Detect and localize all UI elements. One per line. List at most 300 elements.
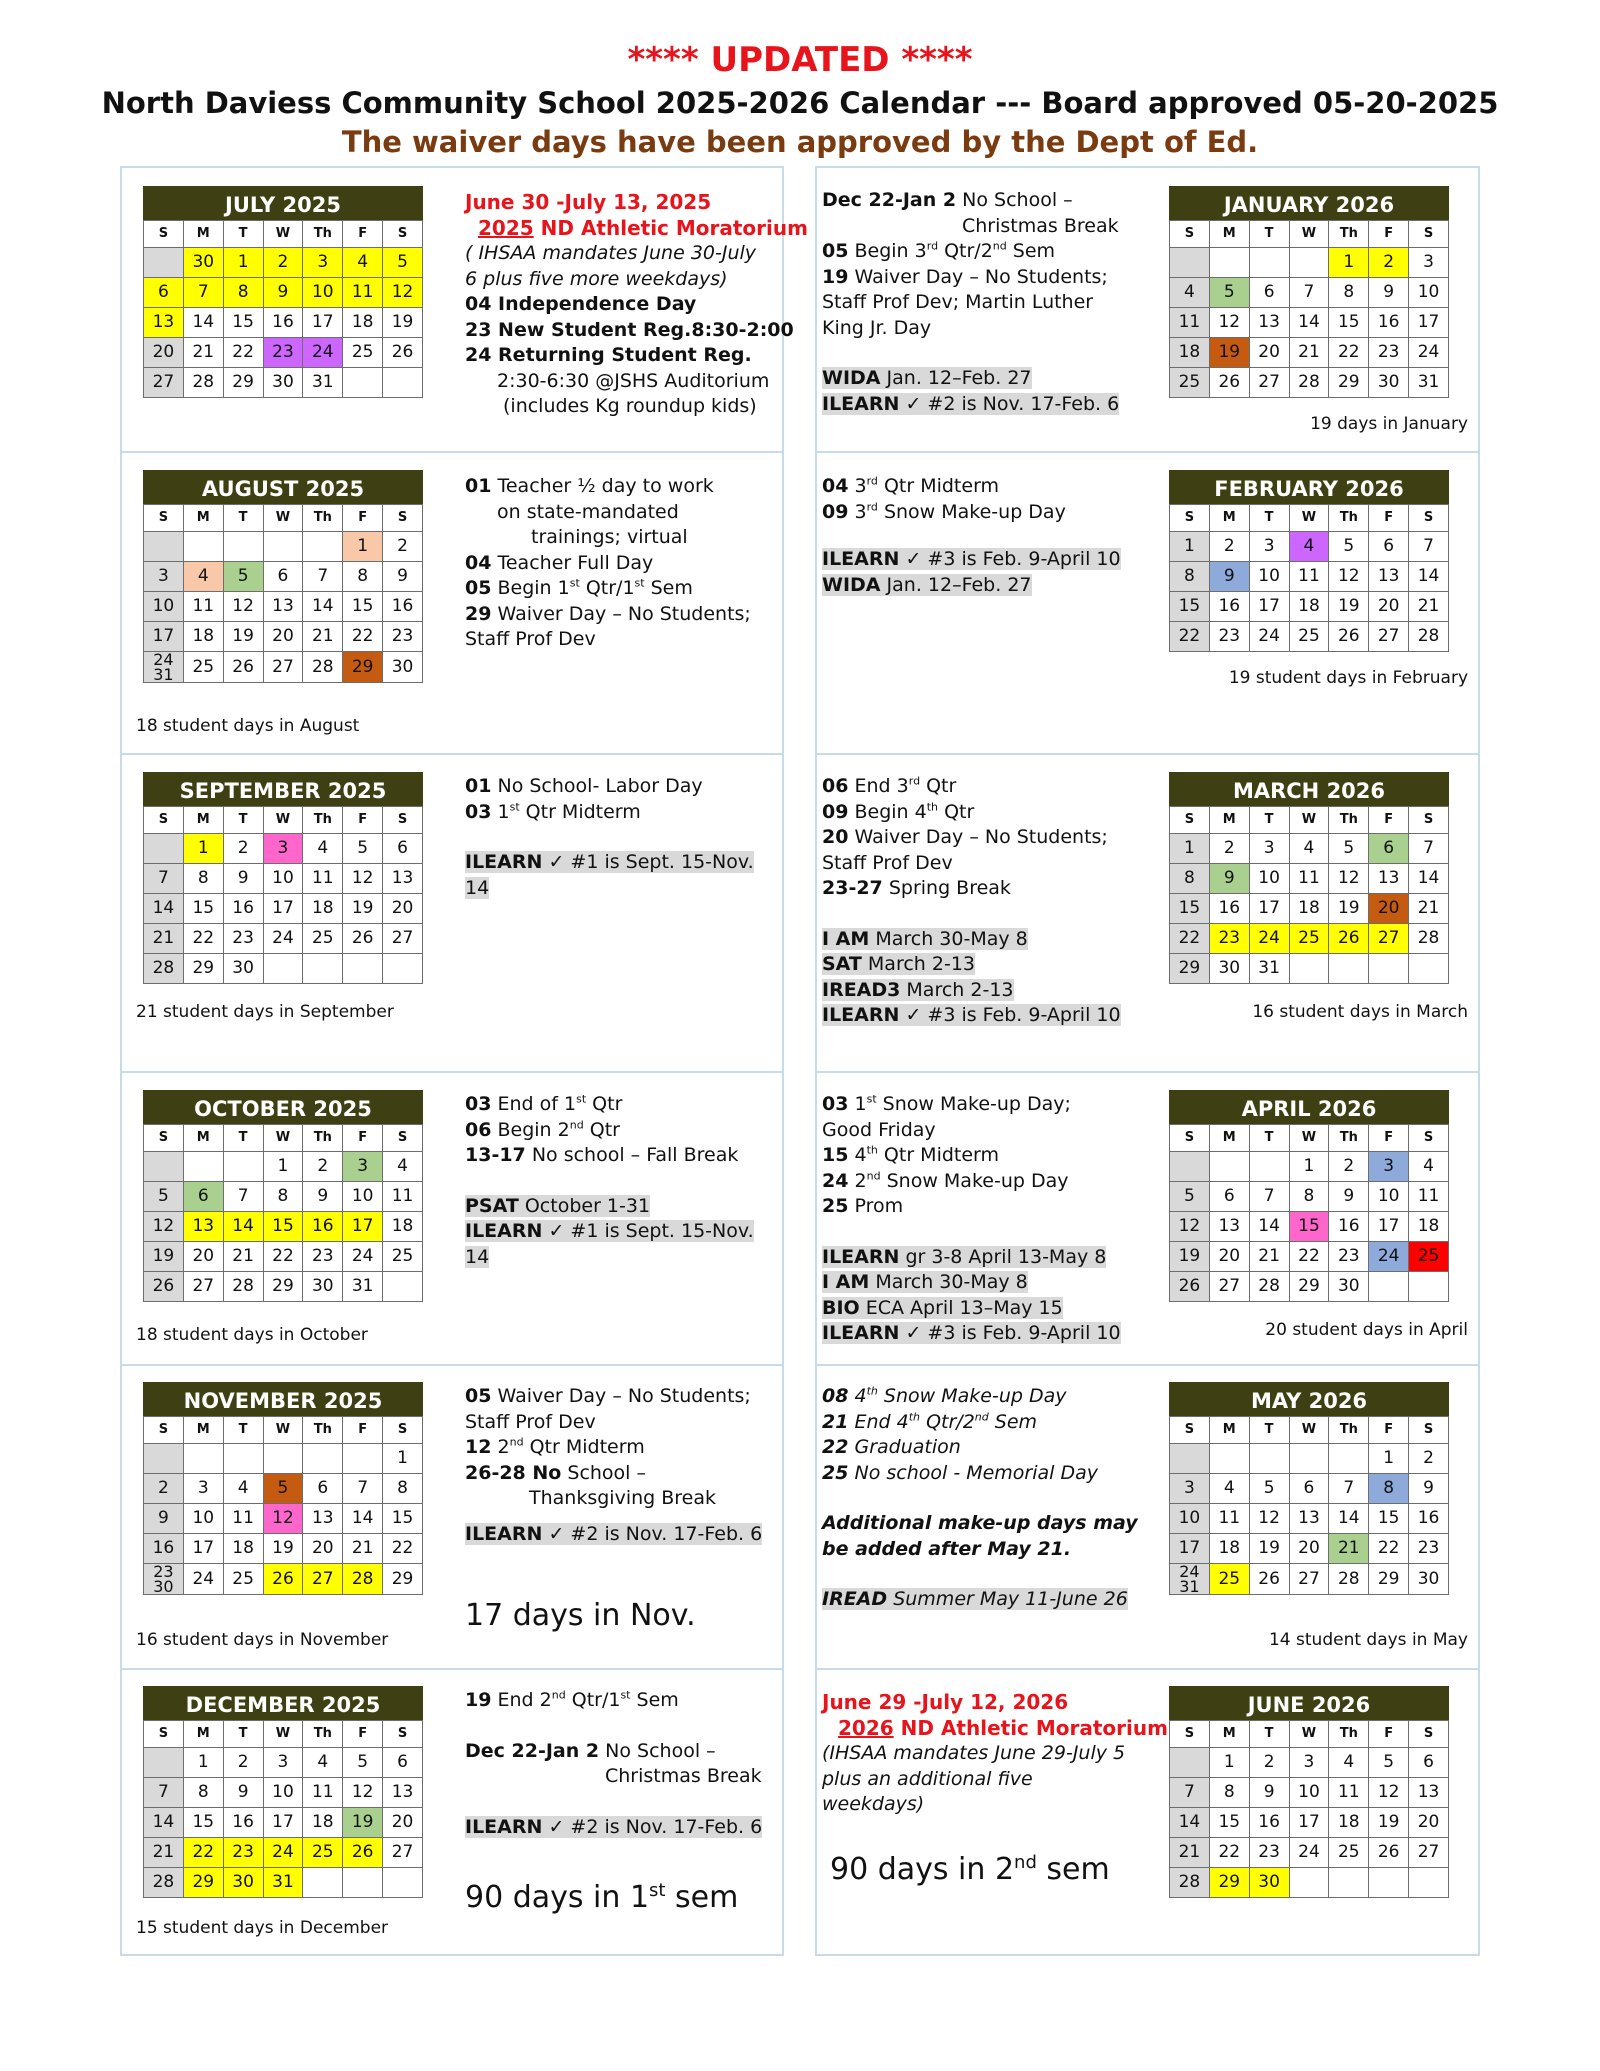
day-cell: 25 — [1409, 1242, 1449, 1272]
day-cell: 28 — [183, 368, 223, 398]
day-cell — [1369, 1868, 1409, 1898]
day-cell — [343, 954, 383, 984]
weekday-header: Th — [1329, 1125, 1369, 1152]
may-note-memorial: No school - Memorial Day — [848, 1461, 1099, 1484]
day-cell: 6 — [303, 1474, 343, 1504]
day-cell: 6 — [383, 834, 423, 864]
day-cell: 12 — [1369, 1778, 1409, 1808]
day-cell — [343, 368, 383, 398]
weekday-header: Th — [1329, 221, 1369, 248]
day-cell: 23 — [223, 1838, 263, 1868]
mar-note-09c: Qtr — [938, 800, 975, 823]
day-cell: 27 — [1369, 622, 1409, 652]
weekday-header: M — [183, 505, 223, 532]
weekday-header: M — [1209, 1417, 1249, 1444]
day-cell: 29 — [343, 652, 383, 683]
nov-date-05: 05 — [465, 1385, 492, 1407]
weekday-header: M — [1209, 1125, 1249, 1152]
may-date-25: 25 — [822, 1461, 849, 1484]
day-cell: 5 — [223, 562, 263, 592]
apr-ilearn-text: gr 3-8 April 13-May 8 — [899, 1245, 1107, 1268]
weekday-header: S — [144, 1721, 184, 1748]
mar-ilearn-text: ✓ #3 is Feb. 9-April 10 — [899, 1004, 1121, 1026]
day-cell: 30 — [263, 368, 303, 398]
day-cell: 1 — [223, 248, 263, 278]
day-cell: 14 — [1289, 308, 1329, 338]
day-cell: 15 — [1170, 894, 1210, 924]
jan-note-19: Waiver Day – No Students; — [848, 265, 1108, 288]
day-cell — [144, 1748, 184, 1778]
weekday-header: Th — [1329, 1721, 1369, 1748]
jan-note-19c: King Jr. Day — [822, 316, 932, 339]
day-cell: 13 — [383, 864, 423, 894]
new-student-reg: 23 New Student Reg.8:30-2:00 — [465, 318, 794, 341]
day-cell: 3 — [1249, 532, 1289, 562]
weekday-header: S — [1409, 807, 1449, 834]
day-cell: 7 — [144, 864, 184, 894]
weekday-header: W — [1289, 1721, 1329, 1748]
mar-note-09a: Begin 4 — [848, 800, 927, 823]
day-cell: 22 — [1329, 338, 1369, 368]
day-cell: 18 — [183, 622, 223, 652]
day-cell — [383, 368, 423, 398]
month-title: APRIL 2026 — [1169, 1090, 1449, 1124]
mar-note-20b: Staff Prof Dev — [822, 851, 953, 874]
day-cell: 2 — [1369, 248, 1409, 278]
day-cell: 21 — [144, 924, 184, 954]
day-cell — [1170, 1444, 1210, 1474]
day-cell: 6 — [1249, 278, 1289, 308]
day-cell: 31 — [303, 368, 343, 398]
may-iread-text: Summer May 11-June 26 — [887, 1588, 1128, 1610]
day-cell: 19 — [343, 1808, 383, 1838]
ihsaa-2026-line1: (IHSAA mandates June 29-July 5 — [822, 1742, 1126, 1764]
day-cell: 15 — [183, 1808, 223, 1838]
day-cell: 2 — [1409, 1444, 1449, 1474]
mar-sat-label: SAT — [822, 953, 862, 975]
calendar-january — [1169, 186, 1449, 398]
day-cell — [1289, 1868, 1329, 1898]
day-cell — [303, 1444, 343, 1474]
feb-ilearn-text: ✓ #3 is Feb. 9-April 10 — [899, 548, 1121, 570]
day-cell: 8 — [1170, 864, 1210, 894]
day-cell: 6 — [1369, 834, 1409, 864]
oct-note-03a: End of 1 — [491, 1093, 577, 1115]
day-cell: 23 — [1249, 1838, 1289, 1868]
day-cell: 17 — [1249, 592, 1289, 622]
aug-date-29: 29 — [465, 602, 492, 625]
day-cell: 3 — [1369, 1152, 1409, 1182]
month-title: DECEMBER 2025 — [143, 1686, 423, 1720]
dec-note-19b: nd — [551, 1688, 566, 1702]
day-cell: 30 — [223, 1868, 263, 1898]
mar-note-09b: th — [926, 800, 939, 814]
may-note-graduation: Graduation — [848, 1436, 961, 1458]
day-cell: 10 — [1369, 1182, 1409, 1212]
day-cell: 20 — [144, 338, 184, 368]
day-cell: 23 — [1209, 924, 1249, 954]
aug-note-05c: Qtr/1 — [579, 577, 635, 599]
december-count: 15 student days in December — [136, 1918, 389, 1938]
weekday-header: W — [263, 505, 303, 532]
day-cell: 22 — [1369, 1534, 1409, 1564]
weekday-header: Th — [303, 1417, 343, 1444]
day-cell: 29 — [183, 1868, 223, 1898]
mar-date-20: 20 — [822, 826, 849, 848]
second-sem-total — [830, 1852, 1110, 1887]
weekday-header: S — [144, 1125, 184, 1152]
apr-iam-text: March 30-May 8 — [869, 1271, 1028, 1293]
day-cell: 9 — [1329, 1182, 1369, 1212]
day-cell: 20 — [303, 1534, 343, 1564]
weekday-header: W — [1289, 505, 1329, 532]
mar-date-09: 09 — [822, 800, 849, 823]
weekday-header: M — [183, 1417, 223, 1444]
mar-iread-text: March 2-13 — [900, 978, 1014, 1001]
day-cell: 3 — [303, 248, 343, 278]
may-note-21a: End 4 — [848, 1410, 909, 1433]
day-cell: 19 — [1209, 338, 1249, 368]
page-title: North Daviess Community School 2025-2026 Calendar --- Board approved 05-20-2025 — [101, 86, 1499, 120]
day-cell: 4 — [1289, 834, 1329, 864]
june-notes — [822, 1690, 1168, 1818]
oct-date-06: 06 — [465, 1118, 492, 1141]
day-cell — [1249, 1444, 1289, 1474]
october-count: 18 student days in October — [136, 1325, 368, 1345]
day-cell: 10 — [1289, 1778, 1329, 1808]
jan-note-05e: nd — [992, 239, 1007, 253]
january-notes — [822, 188, 1119, 417]
day-cell — [303, 532, 343, 562]
calendar-june — [1169, 1686, 1449, 1898]
day-cell: 27 — [183, 1272, 223, 1302]
day-cell: 23 — [1409, 1534, 1449, 1564]
day-cell: 4 — [183, 562, 223, 592]
day-cell: 24 — [183, 1564, 223, 1595]
day-cell: 3 — [183, 1474, 223, 1504]
dec-note-19e: st — [620, 1688, 631, 1702]
day-cell: 13 — [183, 1212, 223, 1242]
day-cell: 16 — [1249, 1808, 1289, 1838]
day-cell: 24 — [1409, 338, 1449, 368]
may-note-08c: Snow Make-up Day — [877, 1385, 1067, 1407]
day-cell: 20 — [1289, 1534, 1329, 1564]
day-cell: 22 — [1170, 924, 1210, 954]
nov-note-thanksgiving: Thanksgiving Break — [529, 1487, 717, 1509]
day-cell: 8 — [343, 562, 383, 592]
dec-note-christmas: Christmas Break — [605, 1765, 762, 1787]
day-cell: 8 — [1369, 1474, 1409, 1504]
day-cell: 14 — [343, 1504, 383, 1534]
day-cell: 17 — [263, 1808, 303, 1838]
day-cell: 20 — [1249, 338, 1289, 368]
calendar-may — [1169, 1382, 1449, 1595]
july-notes — [465, 190, 808, 420]
apr-date-25: 25 — [822, 1195, 849, 1217]
month-grid — [1169, 504, 1449, 652]
day-cell: 11 — [1409, 1182, 1449, 1212]
day-cell: 2 — [1329, 1152, 1369, 1182]
day-cell: 3 — [1409, 248, 1449, 278]
feb-note-09a: 3 — [848, 500, 867, 523]
day-cell: 26 — [1170, 1272, 1210, 1302]
aug-date-01: 01 — [465, 475, 492, 497]
month-grid — [1169, 806, 1449, 984]
day-cell — [183, 532, 223, 562]
day-cell: 18 — [303, 1808, 343, 1838]
sep-ilearn-label: ILEARN — [465, 851, 543, 873]
day-cell: 28 — [303, 652, 343, 683]
day-cell — [1249, 248, 1289, 278]
calendar-april — [1169, 1090, 1449, 1302]
day-cell: 26 — [1369, 1838, 1409, 1868]
day-cell: 7 — [303, 562, 343, 592]
day-cell: 3 — [1289, 1748, 1329, 1778]
day-cell: 11 — [303, 1778, 343, 1808]
day-cell: 26 — [223, 652, 263, 683]
day-cell — [223, 532, 263, 562]
day-cell: 12 — [1249, 1504, 1289, 1534]
day-cell: 19 — [1249, 1534, 1289, 1564]
day-cell: 26 — [383, 338, 423, 368]
day-cell: 24 — [303, 338, 343, 368]
weekday-header: Th — [1329, 807, 1369, 834]
day-cell: 30 — [1329, 1272, 1369, 1302]
day-cell: 6 — [1289, 1474, 1329, 1504]
day-cell: 24 — [343, 1242, 383, 1272]
day-cell — [1170, 248, 1210, 278]
day-cell — [383, 1272, 423, 1302]
oct-ilearn-text2: 14 — [465, 1245, 490, 1268]
day-cell: 20 — [383, 1808, 423, 1838]
day-cell — [343, 1444, 383, 1474]
mar-note-06a: End 3 — [848, 775, 909, 797]
day-cell: 30 — [383, 652, 423, 683]
day-cell: 26 — [1249, 1564, 1289, 1595]
day-cell: 23 — [303, 1242, 343, 1272]
day-cell: 28 — [1170, 1868, 1210, 1898]
day-cell: 16 — [263, 308, 303, 338]
month-grid — [143, 220, 423, 398]
day-cell: 16 — [1329, 1212, 1369, 1242]
apr-ilearn2-label: ILEARN — [822, 1322, 900, 1344]
february-count: 19 student days in February — [1228, 668, 1468, 688]
february-notes — [822, 474, 1121, 598]
day-cell: 11 — [1289, 562, 1329, 592]
day-cell: 18 — [1209, 1534, 1249, 1564]
day-cell: 30 — [1209, 954, 1249, 984]
day-cell: 13 — [303, 1504, 343, 1534]
day-cell: 25 — [1209, 1564, 1249, 1595]
jan-ilearn-text: ✓ #2 is Nov. 17-Feb. 6 — [899, 392, 1120, 415]
day-cell: 18 — [1289, 592, 1329, 622]
day-cell: 27 — [1409, 1838, 1449, 1868]
day-cell: 5 — [1329, 834, 1369, 864]
day-cell: 10 — [303, 278, 343, 308]
may-makeup-note2: be added after May 21. — [822, 1537, 1072, 1560]
weekday-header: S — [383, 1417, 423, 1444]
day-cell: 9 — [303, 1182, 343, 1212]
feb-ilearn-label: ILEARN — [822, 548, 900, 570]
day-cell: 28 — [1409, 924, 1449, 954]
apr-note-15c: Qtr Midterm — [877, 1144, 1000, 1166]
day-cell: 11 — [1170, 308, 1210, 338]
day-cell: 9 — [383, 562, 423, 592]
day-cell: 10 — [183, 1504, 223, 1534]
day-cell: 27 — [1369, 924, 1409, 954]
may-date-22: 22 — [822, 1436, 849, 1458]
month-grid — [143, 504, 423, 683]
jan-wida-text: Jan. 12–Feb. 27 — [880, 367, 1032, 389]
day-cell: 30 — [223, 954, 263, 984]
day-cell: 6 — [183, 1182, 223, 1212]
nov-ilearn-text: ✓ #2 is Nov. 17-Feb. 6 — [542, 1522, 763, 1545]
day-cell: 6 — [383, 1748, 423, 1778]
day-cell — [1170, 1152, 1210, 1182]
day-cell: 7 — [223, 1182, 263, 1212]
day-cell: 14 — [1409, 562, 1449, 592]
psat-text: October 1-31 — [518, 1194, 651, 1217]
may-iread-label: IREAD — [822, 1588, 888, 1610]
day-cell: 7 — [1170, 1778, 1210, 1808]
day-cell: 4 — [303, 834, 343, 864]
day-cell: 26 — [343, 1838, 383, 1868]
day-cell: 19 — [263, 1534, 303, 1564]
day-cell: 14 — [303, 592, 343, 622]
day-cell: 12 — [263, 1504, 303, 1534]
day-cell — [183, 1444, 223, 1474]
mar-note-06b: rd — [908, 774, 921, 788]
feb-date-04: 04 — [822, 475, 849, 497]
day-cell: 2 — [383, 532, 423, 562]
day-cell: 12 — [343, 864, 383, 894]
feb-note-04a: 3 — [848, 475, 867, 497]
day-cell — [1409, 1868, 1449, 1898]
day-cell: 22 — [223, 338, 263, 368]
weekday-header: M — [183, 1721, 223, 1748]
weekday-header: M — [1209, 505, 1249, 532]
day-cell: 21 — [1249, 1242, 1289, 1272]
day-cell: 6 — [1209, 1182, 1249, 1212]
day-cell: 18 — [223, 1534, 263, 1564]
apr-note-03b: st — [866, 1092, 877, 1106]
day-cell: 30 — [1249, 1868, 1289, 1898]
december-notes — [465, 1688, 762, 1840]
calendar-december — [143, 1686, 423, 1898]
day-cell: 4 — [1409, 1152, 1449, 1182]
sep-note-03a: 1 — [491, 800, 510, 823]
day-cell: 18 — [1170, 338, 1210, 368]
weekday-header: W — [263, 807, 303, 834]
weekday-header: T — [223, 505, 263, 532]
sep-date-01: 01 — [465, 775, 492, 797]
month-title: FEBRUARY 2026 — [1169, 470, 1449, 504]
day-cell: 6 — [1409, 1748, 1449, 1778]
jan-ilearn-label: ILEARN — [822, 392, 900, 415]
day-cell: 16 — [1209, 894, 1249, 924]
aug-date-05: 05 — [465, 577, 492, 599]
apr-note-good-friday: Good Friday — [822, 1118, 936, 1141]
day-cell: 22 — [1209, 1838, 1249, 1868]
day-cell: 6 — [1369, 532, 1409, 562]
oct-ilearn-text: ✓ #1 is Sept. 15-Nov. — [542, 1220, 754, 1242]
day-cell: 27 — [1289, 1564, 1329, 1595]
day-cell: 25 — [1170, 368, 1210, 398]
weekday-header: S — [1170, 1125, 1210, 1152]
day-cell: 15 — [383, 1504, 423, 1534]
day-cell: 21 — [144, 1838, 184, 1868]
april-notes — [822, 1092, 1121, 1347]
day-cell: 17 — [343, 1212, 383, 1242]
day-cell: 21 — [1329, 1534, 1369, 1564]
aug-date-04: 04 — [465, 551, 492, 574]
weekday-header: F — [343, 1417, 383, 1444]
apr-bio-text: ECA April 13–May 15 — [859, 1296, 1063, 1319]
weekday-header: S — [383, 1721, 423, 1748]
day-cell: 25 — [303, 924, 343, 954]
moratorium-2025-year: 2025 — [478, 215, 534, 240]
day-cell: 9 — [1209, 864, 1249, 894]
jan-note-05f: Sem — [1006, 240, 1056, 262]
weekday-header: T — [223, 1417, 263, 1444]
apr-date-03: 03 — [822, 1093, 849, 1115]
day-cell: 22 — [1170, 622, 1210, 652]
day-cell: 7 — [1329, 1474, 1369, 1504]
day-cell: 7 — [144, 1778, 184, 1808]
nov-days-total: 17 days in Nov. — [465, 1598, 696, 1633]
day-cell: 20 — [1369, 592, 1409, 622]
weekday-header: S — [1170, 1721, 1210, 1748]
day-cell: 28 — [1329, 1564, 1369, 1595]
month-title: AUGUST 2025 — [143, 470, 423, 504]
day-cell: 31 — [1409, 368, 1449, 398]
weekday-header: S — [1170, 807, 1210, 834]
mar-date-06: 06 — [822, 775, 849, 797]
month-title: JUNE 2026 — [1169, 1686, 1449, 1720]
apr-note-24c: Snow Make-up Day — [880, 1169, 1069, 1192]
day-cell: 18 — [1289, 894, 1329, 924]
day-cell — [1409, 1272, 1449, 1302]
first-sem-a: 90 days in 1 — [465, 1880, 650, 1915]
day-cell: 16 — [1209, 592, 1249, 622]
september-notes — [465, 774, 754, 901]
moratorium-2025-label: ND Athletic Moratorium — [533, 215, 808, 240]
day-cell — [144, 834, 184, 864]
day-cell: 11 — [383, 1182, 423, 1212]
day-cell: 2 — [223, 834, 263, 864]
sep-ilearn-text: ✓ #1 is Sept. 15-Nov. — [542, 851, 754, 873]
day-cell: 7 — [1409, 532, 1449, 562]
day-cell: 6 — [144, 278, 184, 308]
day-cell: 30 — [183, 248, 223, 278]
day-cell: 21 — [183, 338, 223, 368]
april-count: 20 student days in April — [1265, 1320, 1468, 1340]
day-cell: 19 — [383, 308, 423, 338]
day-cell: 6 — [263, 562, 303, 592]
day-cell — [1409, 954, 1449, 984]
day-cell: 24 — [1369, 1242, 1409, 1272]
day-cell — [1289, 248, 1329, 278]
may-notes — [822, 1384, 1138, 1613]
second-sem-a: 90 days in 2 — [830, 1852, 1015, 1887]
weekday-header: S — [1170, 1417, 1210, 1444]
day-cell: 21 — [1409, 894, 1449, 924]
nov-note-12c: Qtr Midterm — [523, 1436, 645, 1458]
day-cell — [1329, 1444, 1369, 1474]
day-cell: 1 — [343, 532, 383, 562]
apr-bio-label: BIO — [822, 1296, 860, 1319]
day-cell: 9 — [1369, 278, 1409, 308]
